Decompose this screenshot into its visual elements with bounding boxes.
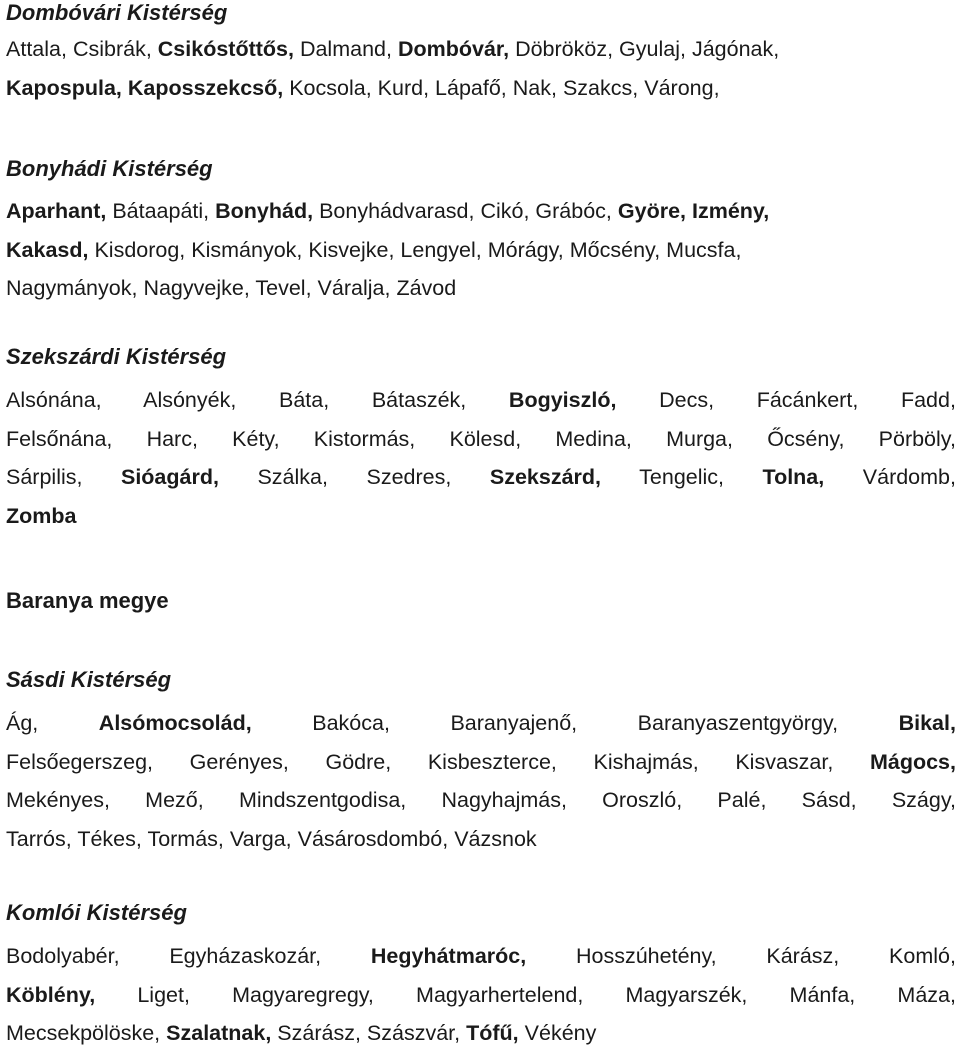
- place-name: Baranyajenő,: [450, 711, 578, 735]
- place-name: Kéty,: [232, 426, 280, 451]
- place-name: Tengelic,: [639, 465, 725, 490]
- place-name: Fácánkert,: [756, 388, 859, 412]
- place-name: Őcsény,: [767, 426, 845, 451]
- place-name-seat: Bogyiszló,: [508, 388, 617, 412]
- place-name: Kölesd,: [449, 426, 522, 451]
- subregion-heading: Komlói Kistérség: [6, 900, 187, 925]
- place-line: [6, 458, 956, 497]
- place-name: Vázsnok: [454, 827, 537, 852]
- place-name: Palé,: [717, 788, 767, 813]
- place-name: Medina,: [555, 426, 632, 451]
- place-name: Várdomb,: [862, 465, 956, 490]
- place-name: Cikó,: [480, 199, 530, 223]
- place-name-seat: Kakasd,: [6, 237, 89, 262]
- place-name: Mekényes,: [6, 788, 110, 813]
- place-name-seat: Izmény,: [692, 199, 770, 223]
- place-name-seat: Bikal,: [898, 711, 956, 735]
- place-name: Attala,: [6, 37, 67, 61]
- place-line: [6, 381, 956, 420]
- place-name: Mindszentgodisa,: [238, 788, 407, 813]
- place-name: Oroszló,: [602, 788, 683, 813]
- place-name: Sárpilis,: [6, 465, 83, 490]
- place-line: [6, 192, 956, 231]
- place-name: Lápafő,: [435, 75, 507, 100]
- place-name: Szárász,: [277, 1021, 361, 1046]
- place-name: Mőcsény,: [569, 237, 661, 262]
- place-name: Nagymányok,: [6, 276, 138, 301]
- region-section: [6, 344, 956, 529]
- place-line: [6, 976, 956, 1015]
- place-name: Decs,: [659, 388, 715, 412]
- place-name: Varga,: [229, 827, 292, 852]
- place-name: Vásárosdombó,: [297, 827, 449, 852]
- place-line: [6, 69, 956, 108]
- place-name: Kistormás,: [313, 426, 416, 451]
- place-name-seat: Szalatnak,: [166, 1021, 272, 1046]
- place-list: [6, 937, 956, 1053]
- place-name-seat: Hegyhátmaróc,: [370, 944, 527, 968]
- place-name: Bonyhádvarasd,: [319, 199, 475, 223]
- place-name: Szálka,: [257, 465, 328, 490]
- place-name: Gödre,: [325, 749, 392, 774]
- place-name: Magyarhertelend,: [416, 982, 584, 1007]
- place-name: Bátaapáti,: [112, 199, 210, 223]
- place-name: Egyházaskozár,: [169, 944, 322, 968]
- place-name: Závod: [396, 276, 457, 301]
- place-name: Mórágy,: [487, 237, 564, 262]
- place-name: Döbrököz,: [515, 37, 614, 61]
- place-name-seat: Tolna,: [762, 465, 825, 490]
- place-name: Magyaregregy,: [232, 982, 374, 1007]
- place-name: Nak,: [512, 75, 557, 100]
- place-name: Szedres,: [366, 465, 452, 490]
- place-name: Murga,: [666, 426, 733, 451]
- place-name: Baranyaszentgyörgy,: [637, 711, 839, 735]
- place-name-seat: Csikóstőttős,: [157, 37, 294, 61]
- place-name: Máza,: [897, 982, 956, 1007]
- place-name-seat: Kaposszekcső,: [127, 75, 284, 100]
- place-name: Mező,: [145, 788, 204, 813]
- place-name: Bátaszék,: [371, 388, 467, 412]
- place-name: Kisvejke,: [308, 237, 395, 262]
- place-line: [6, 704, 956, 743]
- place-name-seat: Bonyhád,: [215, 199, 314, 223]
- place-name: Jágónak,: [691, 37, 780, 61]
- place-line: [6, 420, 956, 459]
- place-name: Szászvár,: [366, 1021, 461, 1046]
- place-name: Grábóc,: [535, 199, 612, 223]
- place-name: Nagyhajmás,: [441, 788, 567, 813]
- place-name-seat: Kapospula,: [6, 75, 122, 100]
- place-name: Kisbeszterce,: [427, 749, 557, 774]
- place-line: [6, 937, 956, 976]
- place-line: [6, 269, 956, 308]
- place-line: [6, 1014, 956, 1053]
- place-name: Vékény: [524, 1021, 597, 1046]
- place-name: Szakcs,: [562, 75, 639, 100]
- place-name-seat: Mágocs,: [869, 749, 956, 774]
- place-name: Kárász,: [766, 944, 840, 968]
- place-name: Gyulaj,: [619, 37, 686, 61]
- place-list: [6, 704, 956, 859]
- place-name: Gerényes,: [189, 749, 289, 774]
- subregion-heading: Dombóvári Kistérség: [6, 0, 228, 25]
- place-name-seat: Aparhant,: [6, 199, 107, 223]
- place-name: Komló,: [889, 944, 956, 968]
- place-name: Tékes,: [77, 827, 142, 852]
- place-name: Szágy,: [891, 788, 956, 813]
- place-name: Tormás,: [147, 827, 224, 852]
- place-name: Felsőnána,: [6, 426, 113, 451]
- place-name: Várong,: [644, 75, 720, 100]
- place-line: [6, 820, 956, 859]
- place-name: Mecsekpölöske,: [6, 1021, 161, 1046]
- place-name: Bodolyabér,: [6, 944, 120, 968]
- region-section: [6, 588, 956, 613]
- place-name: Kishajmás,: [593, 749, 699, 774]
- place-name: Lengyel,: [400, 237, 482, 262]
- place-name: Liget,: [137, 982, 190, 1007]
- place-name-seat: Szekszárd,: [489, 465, 602, 490]
- region-section: [6, 900, 956, 1046]
- region-section: [6, 0, 956, 100]
- place-name-seat: Sióagárd,: [120, 465, 219, 490]
- place-name: Sásd,: [801, 788, 857, 813]
- place-name: Báta,: [278, 388, 330, 412]
- place-name: Tevel,: [255, 276, 312, 301]
- region-section: [6, 156, 956, 301]
- place-name-seat: Györe,: [617, 199, 687, 223]
- place-name: Bakóca,: [312, 711, 390, 735]
- place-name: Kocsola,: [289, 75, 372, 100]
- place-name: Pörböly,: [878, 426, 956, 451]
- subregion-heading: Szekszárdi Kistérség: [6, 344, 227, 369]
- place-name: Alsónyék,: [143, 388, 237, 412]
- place-name: Dalmand,: [299, 37, 392, 61]
- place-name: Váralja,: [317, 276, 391, 301]
- place-name: Kurd,: [377, 75, 430, 100]
- place-name-seat: Alsómocsolád,: [98, 711, 252, 735]
- place-line: [6, 231, 956, 270]
- place-name-seat: Dombóvár,: [397, 37, 510, 61]
- place-name-seat: Zomba: [6, 504, 77, 529]
- place-name: Kismányok,: [191, 237, 303, 262]
- place-list: [6, 381, 956, 536]
- county-heading: Baranya megye: [6, 588, 169, 613]
- place-name: Felsőegerszeg,: [6, 749, 153, 774]
- place-name: Mánfa,: [789, 982, 856, 1007]
- place-list: [6, 30, 956, 107]
- place-name: Magyarszék,: [625, 982, 748, 1007]
- place-name: Kisdorog,: [94, 237, 186, 262]
- subregion-heading: Sásdi Kistérség: [6, 667, 172, 692]
- place-name-seat: Köblény,: [6, 982, 96, 1007]
- place-name: Alsónána,: [6, 388, 102, 412]
- region-section: [6, 667, 956, 852]
- place-name: Mucsfa,: [666, 237, 742, 262]
- place-name: Kisvaszar,: [735, 749, 834, 774]
- place-line: [6, 30, 956, 69]
- place-list: [6, 192, 956, 308]
- place-line: [6, 743, 956, 782]
- place-line: [6, 781, 956, 820]
- place-name: Csibrák,: [72, 37, 152, 61]
- place-name-seat: Tófű,: [466, 1021, 519, 1046]
- place-name: Hosszúhetény,: [575, 944, 717, 968]
- subregion-heading: Bonyhádi Kistérség: [6, 156, 213, 181]
- place-name: Fadd,: [900, 388, 956, 412]
- place-name: Harc,: [146, 426, 198, 451]
- place-line: [6, 497, 956, 536]
- place-name: Nagyvejke,: [143, 276, 250, 301]
- place-name: Tarrós,: [6, 827, 72, 852]
- place-name: Ág,: [6, 711, 39, 735]
